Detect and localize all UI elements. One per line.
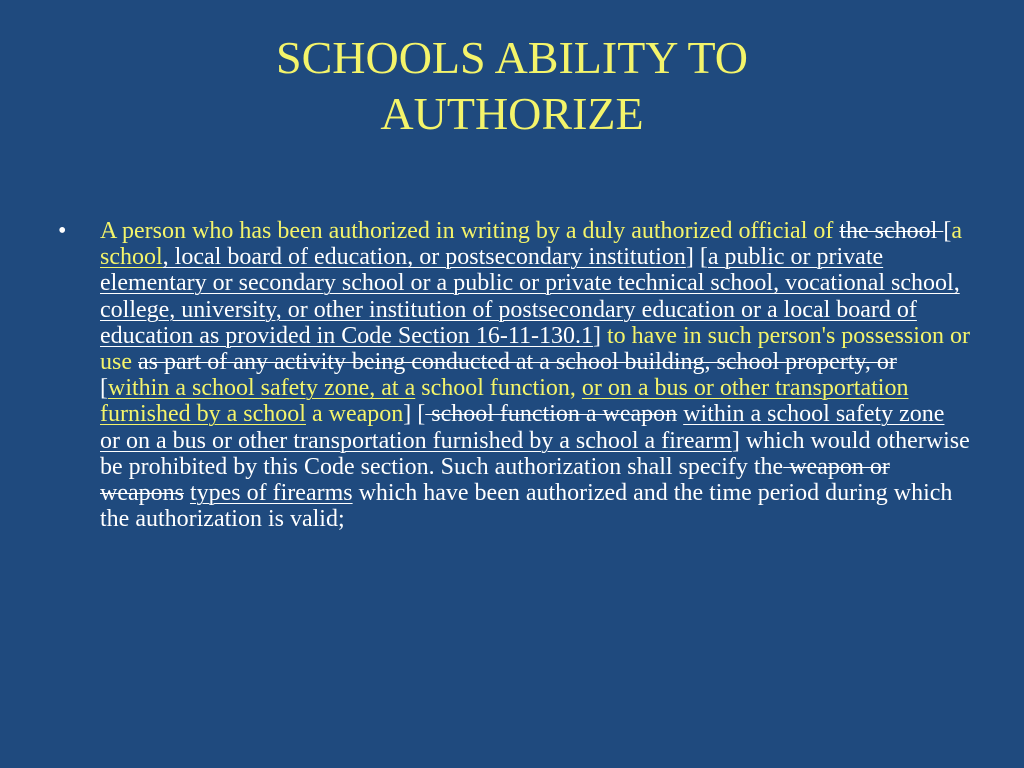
text-segment: as part of any activity being conducted at a school building, school property, or [138,349,897,376]
text-segment: within a school safety zone, at a [108,375,416,402]
bullet-marker: • [58,218,67,244]
text-segment: types of firearms [189,480,353,507]
title-line-2: AUTHORIZE [380,88,644,139]
text-segment: or on a bus or other transportation furnished by a school [100,375,909,428]
text-segment: school function a weapon [425,401,678,428]
text-segment: which have been authorized and the time period during which the authorization is valid; [100,480,953,533]
bullet-paragraph [100,218,970,532]
text-segment: a public or private elementary or secondary school or a public or private technical school, vocational school, college, university, or other institution of postsecondary education or a local board of education as provided in Code Section 16-11-130.1 [100,244,960,349]
text-segment: weapon or weapons [100,453,890,507]
text-segment: , local board of education, or postsecondary institution [162,244,686,271]
text-segment: a weapon [305,401,404,428]
text-segment: ] which would otherwise be prohibited by this Code section. Such authorization shall specify the [100,427,970,480]
text-segment: [ [943,218,952,244]
text-segment: A person who has been authorized in writing by a duly authorized official of [100,218,840,244]
text-segment: a [951,218,962,244]
text-segment: school [100,244,163,271]
text-segment: ] [ [685,244,708,271]
text-segment: ] [ [403,401,426,428]
text-segment: the school [839,218,944,244]
text-segment: to have in such person's possession or use [100,322,970,376]
text-segment: school function, [415,375,582,402]
text-segment: within a school safety zone or on a bus or other transportation furnished by a school a firearm [100,401,945,454]
text-segment: ] [593,322,608,349]
title-line-1: SCHOOLS ABILITY TO [276,32,748,83]
slide-title [0,30,1024,142]
text-segment: [ [100,375,108,402]
